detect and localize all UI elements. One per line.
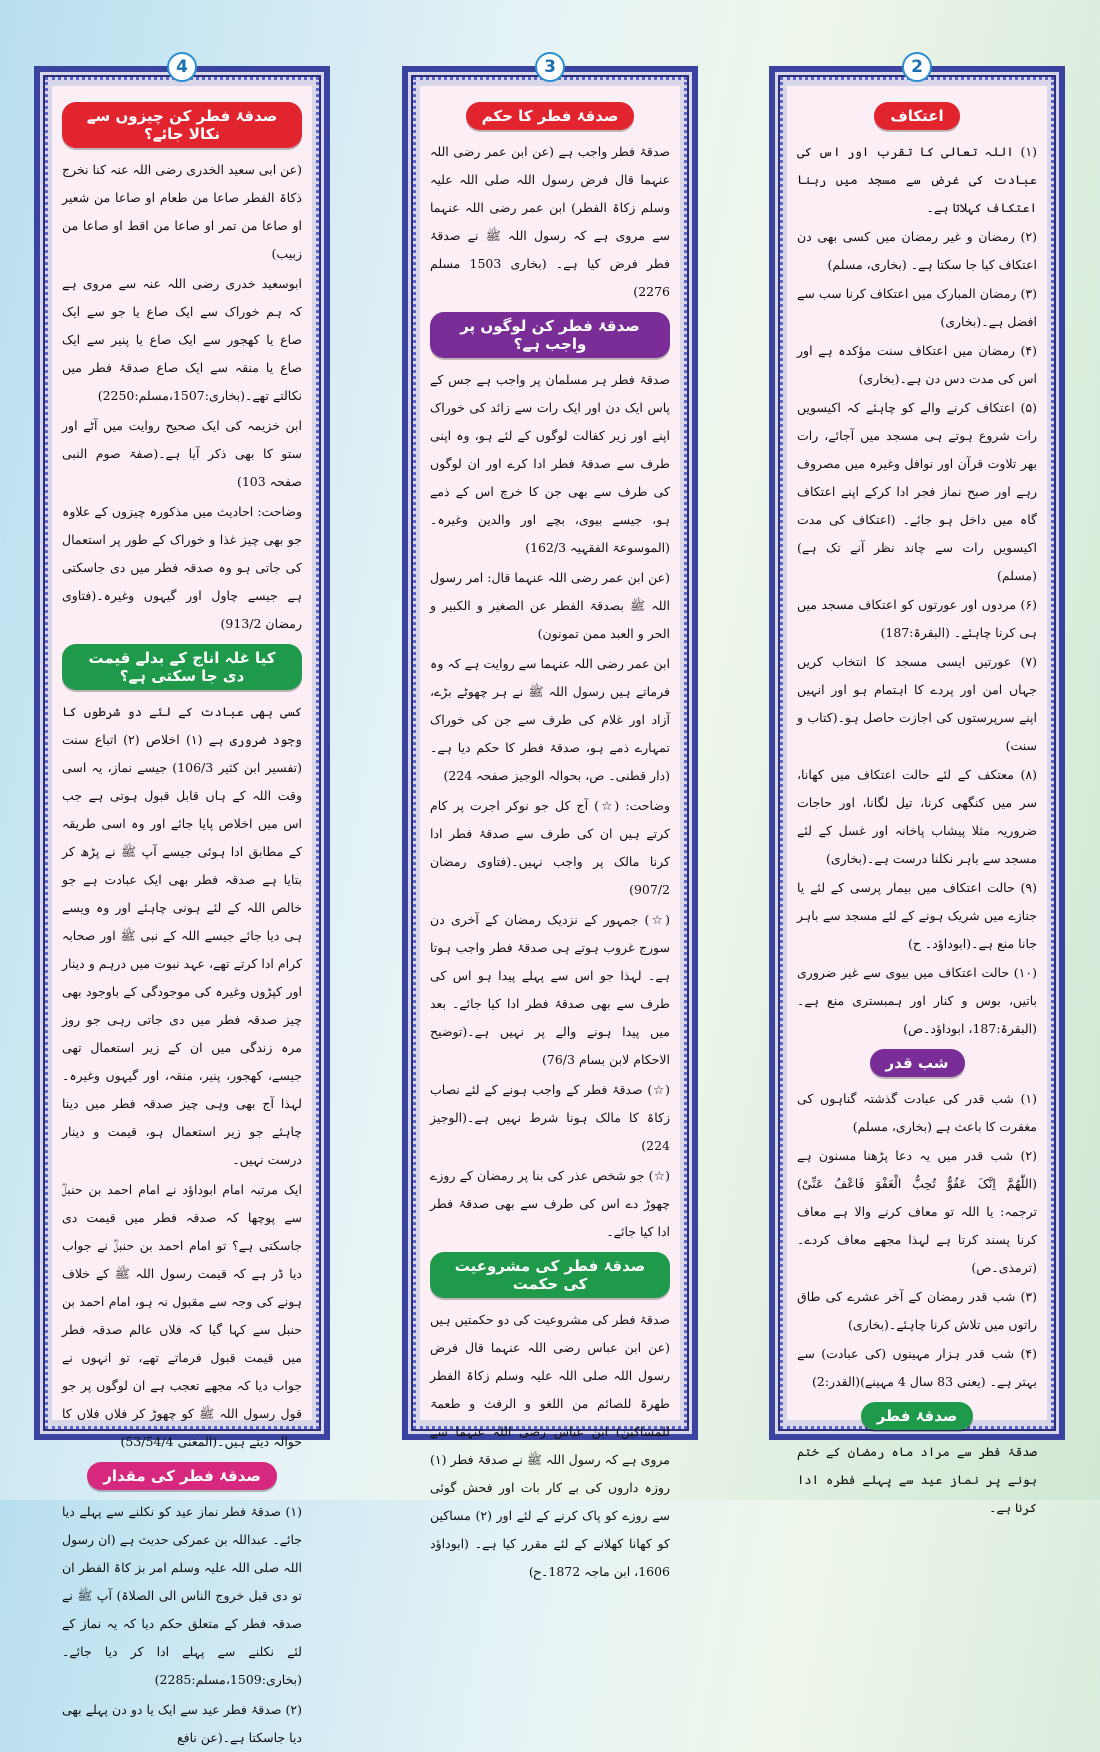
list-item: (۴) شب قدر ہزار مہینوں (کی عبادت) سے بہتر ہے۔ (یعنی 83 سال 4 مہینے)(القدر:2) bbox=[797, 1346, 1037, 1389]
list-item: (۳) رمضان المبارک میں اعتکاف کرنا سب سے افضل ہے۔(بخاری) bbox=[797, 286, 1037, 329]
paragraph: ایک مرتبہ امام ابوداؤد نے امام احمد بن حنبلؒ سے پوچھا کہ صدقہ فطر میں قیمت دی جاسکتی ہے؟ تو امام احمد بن حنبلؒ نے جواب دیا ڈر ہے کہ قیمت رسول اللہ ﷺ کے خلاف ہونے کی وجہ سے مقبول نہ ہو، امام احمد بن حنبل سے کہا گیا کہ فلاں عالم صدقہ فطر میں قیمت قبول فرماتے تھے، تو انہوں نے جواب دیا کہ مجھے تعجب ہے ان لوگوں پر جو قول رسول اللہ ﷺ کو چھوڑ کر فلاں فلاں کا حوالہ دیتے ہیں۔(المغنی 53/54/4) bbox=[62, 1182, 302, 1449]
section-heading: صدقۂ فطر کن چیزوں سے نکالا جائے؟ bbox=[62, 102, 302, 148]
paragraph: وضاحت: (☆) آج کل جو نوکر اجرت پر کام کرتے ہیں ان کی طرف سے صدقۂ فطر ادا کرنا مالک پر واجب نہیں۔(فتاوی رمضان 907/2) bbox=[430, 798, 670, 897]
list-item: (۷) عورتیں ایسی مسجد کا انتخاب کریں جہاں امن اور پردے کا اہتمام ہو اور انہیں اپنے سرپرستوں کی اجازت حاصل ہو۔(کتاب و سنت) bbox=[797, 654, 1037, 753]
list-item: (۳) شب قدر رمضان کے آخر عشرے کی طاق راتوں میں تلاش کرنا چاہئے۔(بخاری) bbox=[797, 1289, 1037, 1332]
list-item: (۲) رمضان و غیر رمضان میں کسی بھی دن اعتکاف کیا جا سکتا ہے۔ (بخاری، مسلم) bbox=[797, 229, 1037, 272]
page-number-badge: 4 bbox=[167, 52, 197, 82]
paragraph: (عن ابی سعید الخدری رضی اللہ عنہ کنا نخرج ذکاۃ الفطر صاعا من طعام او صاعا من شعیر او صاعا من تمر او صاعا من اقط او صاعا من زبیب) bbox=[62, 162, 302, 261]
paragraph: (۱) صدقۂ فطر نماز عید کو نکلنے سے پہلے دیا جائے۔ عبداللہ بن عمرکی حدیث ہے (ان رسول اللہ صلی اللہ علیہ وسلم امر بز کاۃ الفطر ان تو دی قبل خروج الناس الی الصلاۃ) آپ ﷺ نے صدقہ فطر کے متعلق حکم دیا کہ یہ نماز کے لئے نکلنے سے پہلے ادا کر دیا جائے۔(بخاری:1509،مسلم:2285) bbox=[62, 1504, 302, 1687]
paragraph: (☆) جو شخص عذر کی بنا پر رمضان کے روزے چھوڑ دے اس کی طرف سے بھی صدقۂ فطر ادا کیا جائے۔ bbox=[430, 1168, 670, 1239]
paragraph: صدقۂ فطر واجب ہے (عن ابن عمر رضی اللہ عنہما قال فرض رسول اللہ صلی اللہ علیہ وسلم زکاۃ الفطر) ابن عمر رضی اللہ عنہما سے مروی ہے کہ رسول اللہ ﷺ نے صدقۂ فطر فرض کیا ہے۔ (بخاری 1503 مسلم 2276) bbox=[430, 144, 670, 299]
list-item: (۱۰) حالت اعتکاف میں بیوی سے غیر ضروری باتیں، بوس و کنار اور ہمبستری منع ہے۔(البقرۃ:187، ابوداؤد۔ص) bbox=[797, 965, 1037, 1036]
list-item: (۸) معتکف کے لئے حالت اعتکاف میں کھانا، سر میں کنگھی کرنا، تیل لگانا، اور حاجات ضروریہ مثلا پیشاب پاخانہ اور غسل کے لئے مسجد سے باہر نکلنا درست ہے۔(بخاری) bbox=[797, 767, 1037, 866]
section-heading: کیا غلہ اناج کے بدلے قیمت دی جا سکتی ہے؟ bbox=[62, 644, 302, 690]
section-heading: صدقۂ فطر bbox=[861, 1402, 974, 1430]
paragraph: وضاحت: احادیث میں مذکورہ چیزوں کے علاوہ جو بھی چیز غذا و خوراک کے طور پر استعمال کی جاتی ہو وہ صدقہ فطر میں دی جاسکتی ہے جیسے چاول اور گیہوں وغیرہ۔(فتاوی رمضان 913/2) bbox=[62, 504, 302, 631]
paragraph: صدقۂ فطر ہر مسلمان پر واجب ہے جس کے پاس ایک دن اور ایک رات سے زائد کی خوراک اپنے اور زیر کفالت لوگوں کے لئے ہو، وہ اپنی طرف سے صدقۂ فطر ادا کرے اور ان لوگوں کی طرف سے بھی جن کا خرچ اس کے ذمے ہو، جیسے بیوی، بچے اور والدین وغیرہ۔(الموسوعۃ الفقہیہ 162/3) bbox=[430, 372, 670, 555]
list-item: (۹) حالت اعتکاف میں بیمار پرسی کے لئے یا جنازے میں شریک ہونے کے لئے مسجد سے باہر جانا منع ہے۔(ابوداؤد۔ ح) bbox=[797, 880, 1037, 951]
section-heading: شب قدر bbox=[870, 1049, 965, 1077]
paragraph: ابن خزیمہ کی ایک صحیح روایت میں آٹے اور ستو کا بھی ذکر آیا ہے۔(صفۃ صوم النبی صفحہ 103) bbox=[62, 418, 302, 489]
panel-content bbox=[52, 86, 312, 1745]
panel-content bbox=[787, 86, 1047, 1515]
panel-page-2 bbox=[769, 57, 1065, 1515]
paragraph: (☆) صدقۂ فطر کے واجب ہونے کے لئے نصاب زکاۃ کا مالک ہونا شرط نہیں ہے۔(الوجیز 224) bbox=[430, 1082, 670, 1153]
paragraph: (☆) جمہور کے نزدیک رمضان کے آخری دن سورج غروب ہوتے ہی صدقۂ فطر واجب ہوتا ہے۔ لہذا جو اس سے پہلے پیدا ہو اس کی طرف سے بھی صدقۂ فطر ادا کیا جائے۔ بعد میں پیدا ہونے والے پر نہیں ہے۔(توضیح الاحکام لابن بسام 76/3) bbox=[430, 912, 670, 1067]
panel-content bbox=[420, 86, 680, 1579]
list-item: (۲) شب قدر میں یہ دعا پڑھنا مسنون ہے (اللّٰھُمَّ اِنَّکَ عَفُوٌّ تُحِبُّ الْعَفْوَ فَاعْفُ عَنِّیْ) ترجمہ: یا اللہ تو معاف کرنے والا ہے معاف کرنا پسند کرتا ہے لہذا مجھے معاف کردے۔(ترمذی۔ص) bbox=[797, 1148, 1037, 1275]
section-heading: صدقۂ فطر کی مشروعیت کی حکمت bbox=[430, 1252, 670, 1298]
list-item: (۱) اللہ تعالی کا تقرب اور اس کی عبادت کی غرض سے مسجد میں رہنا اعتکاف کہلاتا ہے۔ bbox=[797, 144, 1037, 215]
paragraph: کسی بھی عبادت کے لئے دو شرطوں کا وجود ضروری ہے (۱) اخلاص (۲) اتباع سنت (تفسیر ابن کثیر 106/3) جیسے نماز، یہ اسی وقت اللہ کے ہاں قابل قبول ہوتی ہے جب اس میں اخلاص پایا جائے اور وہ اسی طریقہ کے مطابق ادا ہوئی جیسے آپ ﷺ نے پڑھ کر بتایا ہے صدقہ فطر بھی ایک عبادت ہے جو خالص اللہ کے لئے ہونی چاہئے اور وہ ویسے ہی دیا جائے جیسے اللہ کے نبی ﷺ اور صحابہ کرام ادا کرتے تھے، عہد نبوت میں درہم و دینار اور کپڑوں وغیرہ کی موجودگی کے باوجود بھی چیز صدقہ فطر میں دی جاتی رہی جو روز مرہ زندگی میں ان کے زیر استعمال تھی جیسے، کھجور، پنیر، منقہ، اور گیہوں وغیرہ۔ لہذا آج بھی وہی چیز صدقہ فطر میں دینا چاہئے جو زیر استعمال ہو، قیمت و دینار درست نہیں۔ bbox=[62, 704, 303, 1167]
page-number-badge: 3 bbox=[535, 52, 565, 82]
panel-page-3 bbox=[402, 57, 698, 1579]
section-heading: صدقۂ فطر کن لوگوں پر واجب ہے؟ bbox=[430, 312, 670, 358]
paragraph: صدقۂ فطر کی مشروعیت کی دو حکمتیں ہیں (عن ابن عباس رضی اللہ عنہما قال فرض رسول اللہ صلی اللہ علیہ وسلم زکاۃ الفطر طھرۃ للصائم من اللغو و الرفث و طعمۃ للمساکین) ابن عباس رضی اللہ عنہما سے مروی ہے کہ رسول اللہ ﷺ نے صدقۂ فطر (۱) روزہ داروں کی بے کار بات اور فحش گوئی سے روزے کو پاک کرنے کے لئے اور (۲) مساکین کو کھانا کھلانے کے لئے مقرر کیا ہے۔ (ابوداؤد 1606، ابن ماجہ 1872۔ح) bbox=[430, 1312, 670, 1579]
list-item: (۶) مردوں اور عورتوں کو اعتکاف مسجد میں ہی کرنا چاہئے۔ (البقرۃ:187) bbox=[797, 597, 1037, 640]
list-item: (۱) شب قدر کی عبادت گذشتہ گناہوں کی مغفرت کا باعث ہے (بخاری، مسلم) bbox=[797, 1091, 1037, 1134]
paragraph: (۲) صدقۂ فطر عید سے ایک یا دو دن پہلے بھی دیا جاسکتا ہے۔(عن نافع bbox=[62, 1702, 302, 1745]
paragraph: ابوسعید خدری رضی اللہ عنہ سے مروی ہے کہ ہم خوراک سے ایک صاع یا جو سے ایک صاع یا کھجور سے ایک صاع یا پنیر سے ایک صاع یا منقہ سے ایک صاع صدقۂ فطر میں نکالتے تھے۔(بخاری:1507،مسلم:2250) bbox=[62, 276, 302, 403]
page-number-badge: 2 bbox=[902, 52, 932, 82]
section-heading: صدقۂ فطر کی مقدار bbox=[87, 1462, 277, 1490]
section-heading: صدقۂ فطر کا حکم bbox=[466, 102, 635, 130]
list-item: (۴) رمضان میں اعتکاف سنت مؤکدہ ہے اور اس کی مدت دس دن ہے۔(بخاری) bbox=[797, 343, 1037, 386]
paragraph: (عن ابن عمر رضی اللہ عنہما قال: امر رسول اللہ ﷺ بصدقۃ الفطر عن الصغیر و الکبیر و الحر و العبد ممن تمونون) bbox=[430, 570, 670, 641]
section-heading: اعتکاف bbox=[874, 102, 959, 130]
paragraph: صدقۂ فطر سے مراد ماہ رمضان کے ختم ہونے پر نماز عید سے پہلے فطرہ ادا کرنا ہے۔ bbox=[797, 1444, 1037, 1515]
list-item: (۵) اعتکاف کرنے والے کو چاہئے کہ اکیسویں رات شروع ہوتے ہی مسجد میں آجائے، رات بھر تلاوت قرآن اور نوافل وغیرہ میں مصروف رہے اور صبح نماز فجر ادا کرکے اپنے اعتکاف گاہ میں داخل ہو جائے۔ (اعتکاف کی مدت اکیسویں رات سے چاند نظر آنے تک ہے)(مسلم) bbox=[797, 400, 1037, 583]
paragraph: ابن عمر رضی اللہ عنہما سے روایت ہے کہ وہ فرماتے ہیں رسول اللہ ﷺ نے ہر چھوٹے بڑے، آزاد اور غلام کی طرف سے جن کی خوراک تمہارے ذمے ہو، صدقۂ فطر کا حکم دیا ہے۔(دار قطنی۔ ص، بحوالہ الوجیز صفحہ 224) bbox=[430, 656, 670, 783]
panel-page-4 bbox=[34, 57, 330, 1745]
